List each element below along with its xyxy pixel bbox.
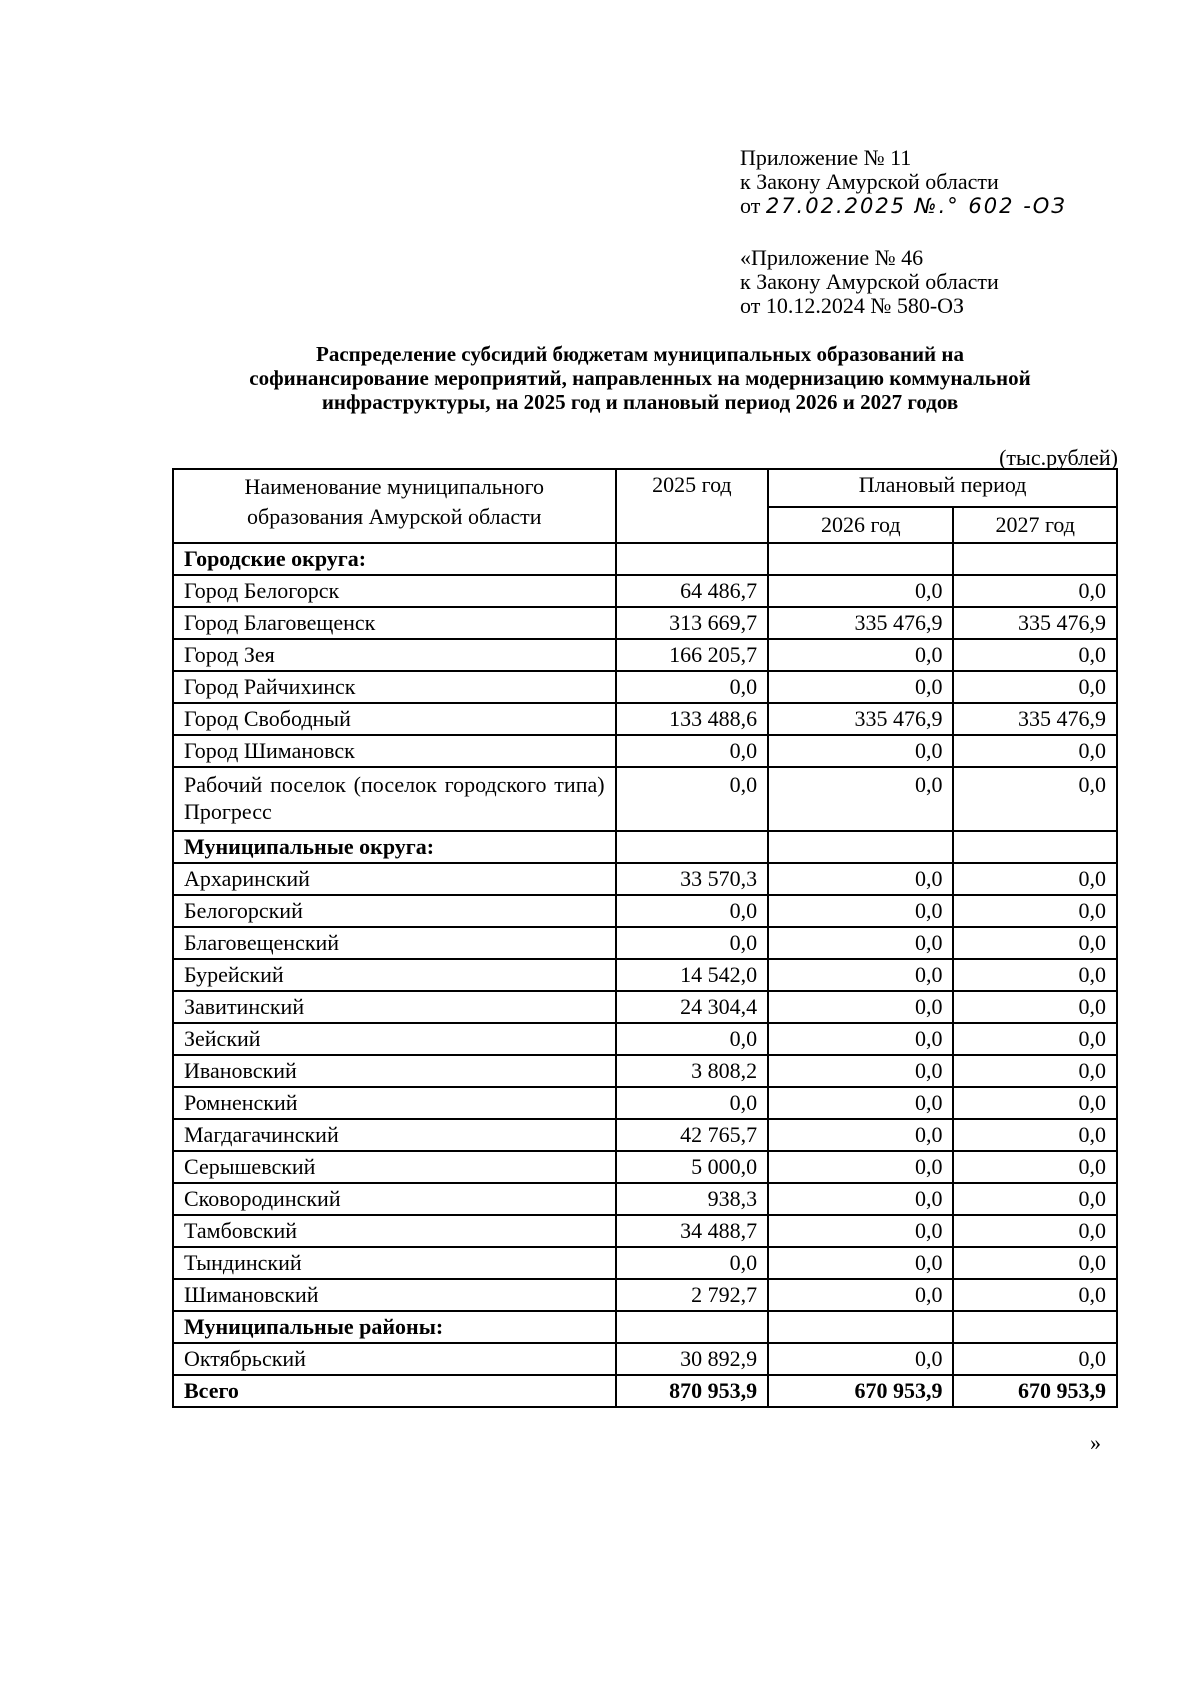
table-row bbox=[173, 639, 1117, 671]
table-row bbox=[173, 927, 1117, 959]
row-name: Город Зея bbox=[173, 639, 616, 671]
header-name bbox=[173, 469, 616, 543]
row-value-2025: 0,0 bbox=[616, 1023, 769, 1055]
appendix-11-date-prefix: от bbox=[740, 193, 761, 218]
row-name: Тындинский bbox=[173, 1247, 616, 1279]
row-value-2025: 0,0 bbox=[616, 671, 769, 703]
row-value-2025: 133 488,6 bbox=[616, 703, 769, 735]
row-value-2026: 0,0 bbox=[768, 575, 953, 607]
row-value-2027: 0,0 bbox=[953, 1023, 1117, 1055]
row-value-2026: 0,0 bbox=[768, 1343, 953, 1375]
header-2027: 2027 год bbox=[953, 507, 1117, 543]
row-value-2027: 0,0 bbox=[953, 735, 1117, 767]
row-value-2025: 0,0 bbox=[616, 1247, 769, 1279]
row-name: Город Райчихинск bbox=[173, 671, 616, 703]
row-name: Рабочий поселок (поселок городского типа) Прогресс bbox=[173, 767, 616, 831]
total-2026: 670 953,9 bbox=[768, 1375, 953, 1407]
row-value-2025: 313 669,7 bbox=[616, 607, 769, 639]
row-name: Магдагачинский bbox=[173, 1119, 616, 1151]
row-name: Сковородинский bbox=[173, 1183, 616, 1215]
row-value-2026: 0,0 bbox=[768, 895, 953, 927]
row-name: Благовещенский bbox=[173, 927, 616, 959]
row-value-2027: 0,0 bbox=[953, 1087, 1117, 1119]
table-row bbox=[173, 735, 1117, 767]
row-name: Шимановский bbox=[173, 1279, 616, 1311]
row-value-2026: 0,0 bbox=[768, 1151, 953, 1183]
unit-label: (тыс.рублей) bbox=[999, 445, 1118, 470]
row-value-2025: 938,3 bbox=[616, 1183, 769, 1215]
row-value-2025: 30 892,9 bbox=[616, 1343, 769, 1375]
row-value-2027: 0,0 bbox=[953, 927, 1117, 959]
row-value-2025: 0,0 bbox=[616, 927, 769, 959]
row-value-2027: 0,0 bbox=[953, 639, 1117, 671]
row-value-2026: 335 476,9 bbox=[768, 703, 953, 735]
row-value-2027: 0,0 bbox=[953, 767, 1117, 831]
header-planned-period: Плановый период bbox=[768, 469, 1117, 507]
row-value-2027: 0,0 bbox=[953, 1343, 1117, 1375]
closing-quote: » bbox=[1090, 1430, 1101, 1455]
row-value-2025: 33 570,3 bbox=[616, 863, 769, 895]
total-2027: 670 953,9 bbox=[953, 1375, 1117, 1407]
appendix-11-law: к Закону Амурской области bbox=[740, 169, 999, 194]
row-value-2025: 166 205,7 bbox=[616, 639, 769, 671]
table-row bbox=[173, 1055, 1117, 1087]
table-row bbox=[173, 1023, 1117, 1055]
table-row bbox=[173, 895, 1117, 927]
row-value-2026: 0,0 bbox=[768, 1119, 953, 1151]
table-row bbox=[173, 607, 1117, 639]
row-value-2025: 0,0 bbox=[616, 1087, 769, 1119]
subsidy-table bbox=[172, 468, 1118, 1408]
row-name: Серышевский bbox=[173, 1151, 616, 1183]
row-value-2025: 34 488,7 bbox=[616, 1215, 769, 1247]
row-value-2025: 64 486,7 bbox=[616, 575, 769, 607]
total-2025: 870 953,9 bbox=[616, 1375, 769, 1407]
row-value-2027: 0,0 bbox=[953, 1247, 1117, 1279]
row-value-2027: 0,0 bbox=[953, 863, 1117, 895]
row-name: Архаринский bbox=[173, 863, 616, 895]
document-title bbox=[160, 342, 1120, 414]
header-name-line-1: Наименование муниципального bbox=[244, 474, 545, 499]
title-line-3: инфраструктуры, на 2025 год и плановый период 2026 и 2027 годов bbox=[321, 390, 959, 414]
table-row bbox=[173, 1087, 1117, 1119]
row-value-2027: 335 476,9 bbox=[953, 703, 1117, 735]
row-name: Город Благовещенск bbox=[173, 607, 616, 639]
table-row bbox=[173, 863, 1117, 895]
row-value-2026: 0,0 bbox=[768, 1183, 953, 1215]
row-value-2025: 0,0 bbox=[616, 735, 769, 767]
row-name: Зейский bbox=[173, 1023, 616, 1055]
table-row bbox=[173, 703, 1117, 735]
row-value-2026: 0,0 bbox=[768, 1247, 953, 1279]
title-line-2: софинансирование мероприятий, направленных на модернизацию коммунальной bbox=[249, 366, 1031, 390]
row-value-2027: 0,0 bbox=[953, 1119, 1117, 1151]
appendix-11-block bbox=[740, 146, 1067, 218]
table-row bbox=[173, 1151, 1117, 1183]
row-name: Бурейский bbox=[173, 959, 616, 991]
handwritten-date-number: 27.02.2025 №.° 602 -ОЗ bbox=[765, 194, 1067, 218]
row-name: Белогорский bbox=[173, 895, 616, 927]
table-row bbox=[173, 1343, 1117, 1375]
header-2025: 2025 год bbox=[616, 469, 769, 543]
row-value-2027: 335 476,9 bbox=[953, 607, 1117, 639]
row-value-2026: 0,0 bbox=[768, 1279, 953, 1311]
row-value-2026: 0,0 bbox=[768, 991, 953, 1023]
section-title: Муниципальные округа: bbox=[173, 831, 616, 863]
row-value-2026: 0,0 bbox=[768, 1023, 953, 1055]
total-label: Всего bbox=[173, 1375, 616, 1407]
row-value-2025: 24 304,4 bbox=[616, 991, 769, 1023]
row-value-2026: 0,0 bbox=[768, 927, 953, 959]
row-value-2025: 0,0 bbox=[616, 767, 769, 831]
row-name: Ивановский bbox=[173, 1055, 616, 1087]
row-value-2026: 335 476,9 bbox=[768, 607, 953, 639]
row-value-2027: 0,0 bbox=[953, 1279, 1117, 1311]
row-value-2026: 0,0 bbox=[768, 735, 953, 767]
table-row bbox=[173, 959, 1117, 991]
appendix-46-law: к Закону Амурской области bbox=[740, 269, 999, 294]
appendix-11-number: Приложение № 11 bbox=[740, 145, 912, 170]
appendix-46-block bbox=[740, 246, 999, 318]
section-row bbox=[173, 831, 1117, 863]
row-value-2026: 0,0 bbox=[768, 863, 953, 895]
row-value-2027: 0,0 bbox=[953, 895, 1117, 927]
section-row bbox=[173, 543, 1117, 575]
appendix-46-number: «Приложение № 46 bbox=[740, 245, 924, 270]
header-name-line-2: образования Амурской области bbox=[247, 504, 542, 529]
table-row bbox=[173, 1215, 1117, 1247]
table-row bbox=[173, 991, 1117, 1023]
row-name: Город Свободный bbox=[173, 703, 616, 735]
row-value-2027: 0,0 bbox=[953, 959, 1117, 991]
row-name: Город Шимановск bbox=[173, 735, 616, 767]
row-name: Тамбовский bbox=[173, 1215, 616, 1247]
table-row bbox=[173, 1247, 1117, 1279]
row-value-2026: 0,0 bbox=[768, 767, 953, 831]
row-value-2025: 5 000,0 bbox=[616, 1151, 769, 1183]
row-value-2026: 0,0 bbox=[768, 1087, 953, 1119]
row-value-2025: 14 542,0 bbox=[616, 959, 769, 991]
header-2026: 2026 год bbox=[768, 507, 953, 543]
row-value-2027: 0,0 bbox=[953, 1183, 1117, 1215]
row-value-2026: 0,0 bbox=[768, 959, 953, 991]
row-value-2026: 0,0 bbox=[768, 671, 953, 703]
row-value-2025: 0,0 bbox=[616, 895, 769, 927]
row-value-2027: 0,0 bbox=[953, 575, 1117, 607]
section-title: Городские округа: bbox=[173, 543, 616, 575]
section-title: Муниципальные районы: bbox=[173, 1311, 616, 1343]
table-row bbox=[173, 575, 1117, 607]
appendix-46-date: от 10.12.2024 № 580-ОЗ bbox=[740, 293, 965, 318]
row-value-2025: 42 765,7 bbox=[616, 1119, 769, 1151]
row-name: Ромненский bbox=[173, 1087, 616, 1119]
row-value-2026: 0,0 bbox=[768, 639, 953, 671]
row-name: Октябрьский bbox=[173, 1343, 616, 1375]
table-row bbox=[173, 767, 1117, 831]
row-value-2027: 0,0 bbox=[953, 1151, 1117, 1183]
row-value-2026: 0,0 bbox=[768, 1215, 953, 1247]
total-row bbox=[173, 1375, 1117, 1407]
table-body bbox=[173, 543, 1117, 1407]
row-name: Город Белогорск bbox=[173, 575, 616, 607]
row-value-2027: 0,0 bbox=[953, 991, 1117, 1023]
section-row bbox=[173, 1311, 1117, 1343]
table-row bbox=[173, 671, 1117, 703]
row-name: Завитинский bbox=[173, 991, 616, 1023]
row-value-2027: 0,0 bbox=[953, 1055, 1117, 1087]
appendix-11-date bbox=[740, 194, 1067, 218]
row-value-2025: 2 792,7 bbox=[616, 1279, 769, 1311]
row-value-2027: 0,0 bbox=[953, 1215, 1117, 1247]
table-row bbox=[173, 1279, 1117, 1311]
row-value-2027: 0,0 bbox=[953, 671, 1117, 703]
row-value-2025: 3 808,2 bbox=[616, 1055, 769, 1087]
row-value-2026: 0,0 bbox=[768, 1055, 953, 1087]
table-row bbox=[173, 1119, 1117, 1151]
title-line-1: Распределение субсидий бюджетам муниципальных образований на bbox=[316, 342, 964, 366]
table-row bbox=[173, 1183, 1117, 1215]
